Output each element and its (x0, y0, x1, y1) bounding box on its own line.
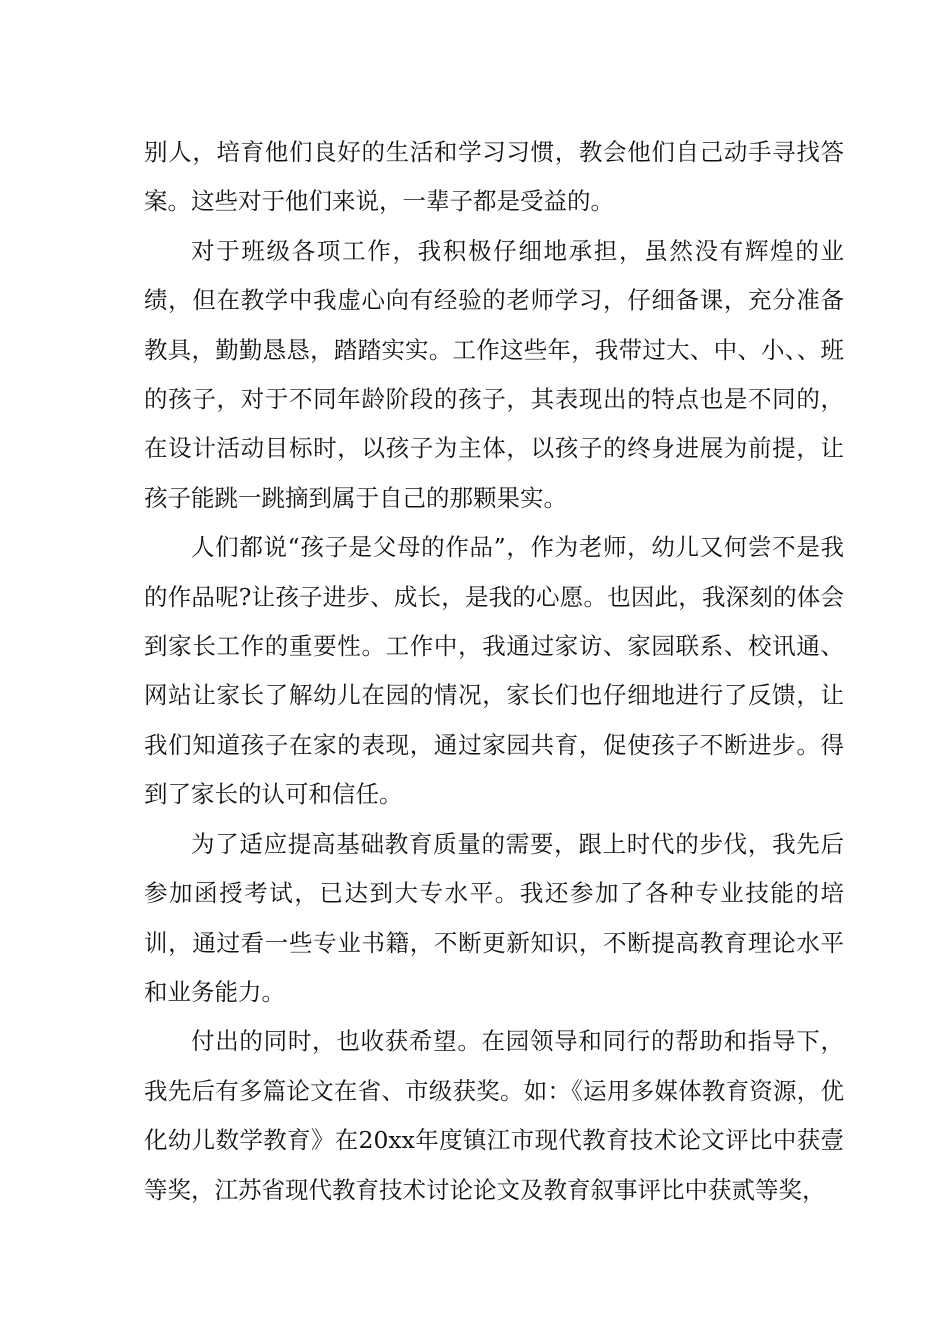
paragraph-1: 别人，培育他们良好的生活和学习习惯，教会他们自己动手寻找答案。这些对于他们来说，一辈子都是受益的。 (144, 138, 844, 216)
paragraph-3: 人们都说“孩子是父母的作品”，作为老师，幼儿又何尝不是我的作品呢?让孩子进步、成长，是我的心愿。也因此，我深刻的体会到家长工作的重要性。工作中，我通过家访、家园联系、校讯通、网站让家长了解幼儿在园的情况，家长们也仔细地进行了反馈，让我们知道孩子在家的表现，通过家园共育，促使孩子不断进步。得到了家长的认可和信任。 (144, 533, 844, 809)
paragraph-4: 为了适应提高基础教育质量的需要，跟上时代的步伐，我先后参加函授考试，已达到大专水平。我还参加了各种专业技能的培训，通过看一些专业书籍，不断更新知识，不断提高教育理论水平和业务能力。 (144, 829, 844, 1006)
body-text (144, 128, 844, 1215)
paragraph-2: 对于班级各项工作，我积极仔细地承担，虽然没有辉煌的业绩，但在教学中我虚心向有经验的老师学习，仔细备课，充分准备教具，勤勤恳恳，踏踏实实。工作这些年，我带过大、中、小、、班的孩子，对于不同年龄阶段的孩子，其表现出的特点也是不同的，在设计活动目标时，以孩子为主体，以孩子的终身进展为前提，让孩子能跳一跳摘到属于自己的那颗果实。 (144, 236, 844, 512)
paragraph-5: 付出的同时，也收获希望。在园领导和同行的帮助和指导下，我先后有多篇论文在省、市级获奖。如：《运用多媒体教育资源，优化幼儿数学教育》在20xx年度镇江市现代教育技术论文评比中获壹等奖，江苏省现代教育技术讨论论文及教育叙事评比中获贰等奖， (144, 1027, 844, 1204)
